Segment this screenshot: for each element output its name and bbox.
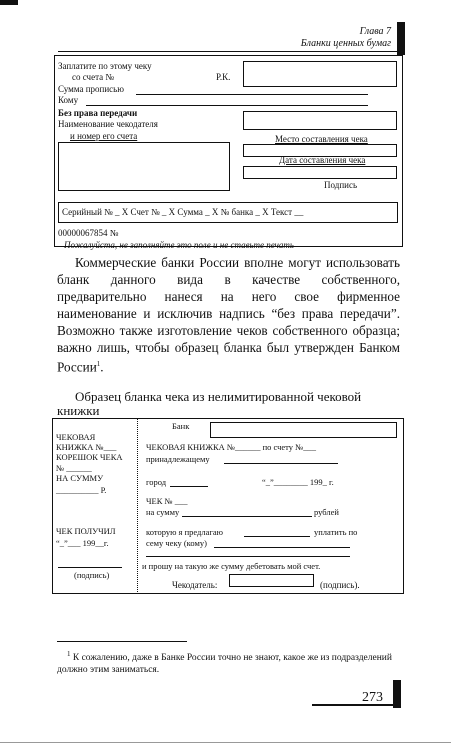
check1-amount-words-label: Сумма прописью [58,84,125,94]
check-no-label: ЧЕК № ___ [146,496,188,506]
check1-pay-label: Заплатите по этому чеку [58,61,152,71]
sign-label: (подпись). [320,580,360,590]
stub-line-2: КНИЖКА №___ [56,442,117,452]
payee-line [146,556,350,557]
section-label: Бланки ценных бумаг [300,38,391,49]
check1-drawer-account: и номер его счета [70,131,138,141]
footnote [57,648,400,676]
main-paragraph: Коммерческие банки России вполне могут использовать бланк данного вида в качестве собственного, предварительно нанеся на него свое фирменное наименование и исключив надпись “без права передачи”. Возможно также изготовление чеков собственного образца; важно лишь, чтобы образец бланка был утвержден Банком России$^1$. [57,255,400,375]
offer-line [244,536,310,537]
debit-label: и прошу на такую же сумму дебетовать мой счет. [142,561,321,571]
drawer-sign-box [229,574,314,587]
check2-stub-divider [137,419,138,592]
drawer-label: Чекодатель: [172,580,218,590]
page-number-bar [393,680,401,708]
city-label: город [146,477,167,487]
check1-amount-box [243,61,397,87]
stub-line-5: НА СУММУ [56,473,104,483]
this-check-line [214,547,350,548]
offer-label: которую я предлагаю [146,527,223,537]
check1-drawer-box [58,142,230,191]
bottom-edge-rule [0,742,451,743]
stub-signature-line [58,567,122,568]
check1-serial-text: Серийный № _ Х Счет № _ Х Сумма _ Х № банка _ Х Текст __ [62,207,304,217]
pay-label: уплатить по [314,527,358,537]
check1-drawer-label: Наименование чекодателя [58,119,158,129]
belongs-label: принадлежащему [146,454,210,464]
paragraph-text: Коммерческие банки России вполне могут использовать бланк данного вида в качестве собственного, предварительно нанеся на него свое фирменное наименование и исключив надпись “без права передачи”. Возможно также изготовление чеков собственного образца; важно лишь, чтобы образец бланка был утвержден Банком России [57,255,400,375]
check1-to-whom-line [86,105,368,106]
stub-line-6: __________ Р. [56,485,107,495]
check1-notice: Пожалуйста, не заполняйте это поле и не ставьте печать [64,240,294,250]
check1-box-right [243,111,397,130]
book-title: ЧЕКОВАЯ КНИЖКА №______ по счету №___ [146,442,317,452]
date-format: “_”________ 199_ г. [262,477,334,487]
footnote-text: К сожалению, даже в Банке России точно не знают, какое же из подразделений должно этим заниматься. [57,653,392,676]
check1-to-whom-label: Кому [58,95,79,105]
bank-box [210,422,397,438]
stub-line-1: ЧЕКОВАЯ [56,432,96,442]
header-bar [397,22,405,55]
this-check-label: сему чеку (кому) [146,538,207,548]
stub-signature-label: (подпись) [74,570,110,580]
page-number: 273 [362,690,383,705]
check1-no-transfer: Без права передачи [58,108,138,118]
check1-account-label: со счета № [72,72,114,82]
check1-place-label: Место составления чека [275,134,368,144]
check1-signature-label: Подпись [324,180,358,190]
stub-line-8: “_”___ 199__г. [56,538,109,548]
belongs-line [224,463,338,464]
stub-line-4: № ______ [56,463,92,473]
city-line [170,486,208,487]
check1-date-label: Дата составления чека [279,155,366,165]
check2-caption: Образец бланка чека из нелимитированной чековой книжки [57,389,362,418]
sum-label: на сумму [146,507,180,517]
bank-label: Банк [172,421,190,431]
footnote-rule [57,641,187,642]
corner-mark [0,0,18,5]
stub-line-3: КОРЕШОК ЧЕКА [56,452,123,462]
check1-rk-label: Р.К. [216,72,231,82]
rub-label: рублей [314,507,339,517]
footnote-mark: 1 [67,650,71,658]
footnote-ref: 1 [96,360,101,368]
page-number-rule [312,704,398,706]
stub-line-7: ЧЕК ПОЛУЧИЛ [56,526,116,536]
chapter-label: Глава 7 [359,26,391,37]
header-rule [58,51,398,52]
check1-date-box [243,166,397,179]
check1-amount-words-line [136,94,368,95]
check1-number: 00000067854 № [58,228,119,238]
sum-line [182,516,312,517]
